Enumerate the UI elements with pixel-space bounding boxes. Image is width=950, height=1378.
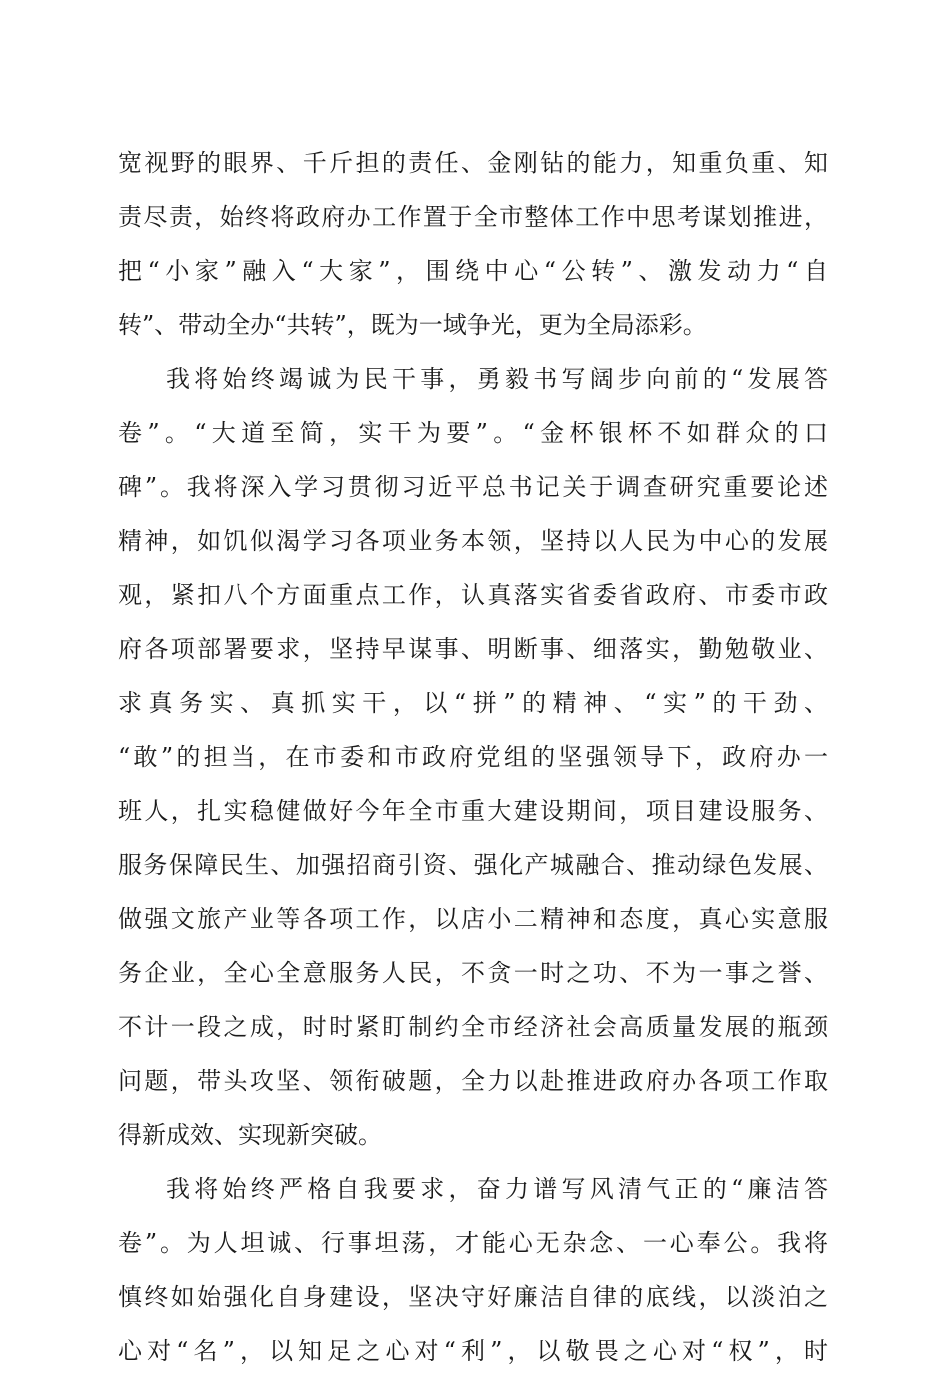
document-body bbox=[118, 136, 828, 1378]
text-line: 卷”。为人坦诚、行事坦荡，才能心无杂念、一心奉公。我将 bbox=[118, 1229, 828, 1257]
text-line: 精神，如饥似渴学习各项业务本领，坚持以人民为中心的发展 bbox=[118, 527, 828, 555]
text-line: 问题，带头攻坚、领衔破题，全力以赴推进政府办各项工作取 bbox=[118, 1067, 828, 1095]
text-line: 心对“名”，以知足之心对“利”，以敬畏之心对“权”，时 bbox=[118, 1337, 828, 1365]
text-line: 不计一段之成，时时紧盯制约全市经济社会高质量发展的瓶颈 bbox=[118, 1013, 828, 1041]
text-line: 观，紧扣八个方面重点工作，认真落实省委省政府、市委市政 bbox=[118, 581, 828, 609]
text-line: 我将始终竭诚为民干事，勇毅书写阔步向前的“发展答 bbox=[166, 365, 828, 393]
text-line: 班人，扎实稳健做好今年全市重大建设期间，项目建设服务、 bbox=[118, 797, 828, 825]
text-line: 把“小家”融入“大家”，围绕中心“公转”、激发动力“自 bbox=[118, 257, 828, 285]
text-line: 慎终如始强化自身建设，坚决守好廉洁自律的底线，以淡泊之 bbox=[118, 1283, 828, 1311]
text-line: 做强文旅产业等各项工作，以店小二精神和态度，真心实意服 bbox=[118, 905, 828, 933]
paragraph-3 bbox=[118, 1162, 828, 1378]
text-line: 府各项部署要求，坚持早谋事、明断事、细落实，勤勉敬业、 bbox=[118, 635, 828, 663]
paragraph-1 bbox=[118, 136, 828, 352]
text-line: 服务保障民生、加强招商引资、强化产城融合、推动绿色发展、 bbox=[118, 851, 828, 879]
text-line: 宽视野的眼界、千斤担的责任、金刚钻的能力，知重负重、知 bbox=[118, 149, 828, 177]
text-line: 得新成效、实现新突破。 bbox=[118, 1121, 382, 1149]
text-line: 碑”。我将深入学习贯彻习近平总书记关于调查研究重要论述 bbox=[118, 473, 828, 501]
text-line: “敢”的担当，在市委和市政府党组的坚强领导下，政府办一 bbox=[118, 743, 828, 771]
text-line: 务企业，全心全意服务人民，不贪一时之功、不为一事之誉、 bbox=[118, 959, 828, 987]
text-line: 我将始终严格自我要求，奋力谱写风清气正的“廉洁答 bbox=[166, 1175, 828, 1203]
text-line: 卷”。“大道至简，实干为要”。“金杯银杯不如群众的口 bbox=[118, 419, 828, 447]
text-line: 责尽责，始终将政府办工作置于全市整体工作中思考谋划推进， bbox=[118, 203, 828, 231]
paragraph-2 bbox=[118, 352, 828, 1162]
text-line: 求真务实、真抓实干，以“拼”的精神、“实”的干劲、 bbox=[118, 689, 828, 717]
text-line: 转”、带动全办“共转”，既为一域争光，更为全局添彩。 bbox=[118, 311, 707, 339]
